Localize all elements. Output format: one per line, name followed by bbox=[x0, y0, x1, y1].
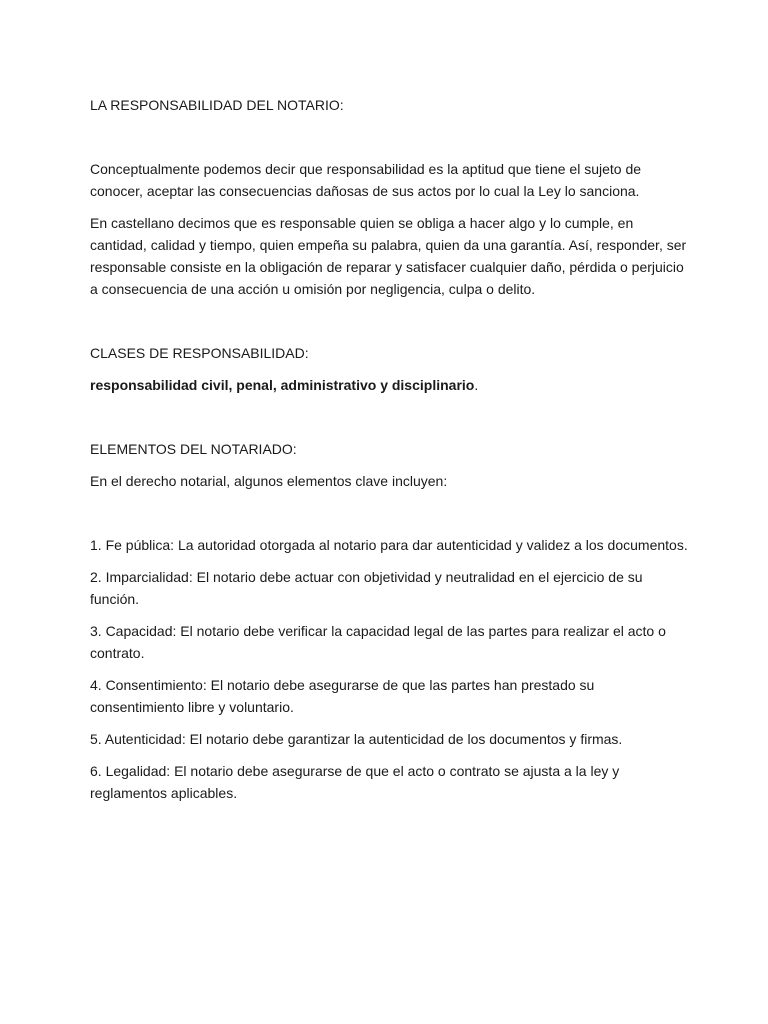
document-body bbox=[90, 94, 690, 814]
list-item: 4. Consentimiento: El notario debe asegurarse de que las partes han prestado su consentimiento libre y voluntario. bbox=[90, 677, 595, 715]
paragraph-concept: Conceptualmente podemos decir que responsabilidad es la aptitud que tiene el sujeto de conocer, aceptar las consecuencias dañosas de sus actos por lo cual la Ley lo sanciona. bbox=[90, 161, 642, 199]
classes-bold-text: responsabilidad civil, penal, administrativo y disciplinario bbox=[90, 377, 475, 393]
elements-heading: ELEMENTOS DEL NOTARIADO: bbox=[90, 441, 297, 457]
paragraph-castellano: En castellano decimos que es responsable quien se obliga a hacer algo y lo cumple, en cantidad, calidad y tiempo, quien empeña su palabra, quien da una garantía. Así, responder, ser responsable consiste en la obligación de reparar y satisfacer cualquier daño, pérdida o perjuicio a consecuencia de una acción u omisión por negligencia, culpa o delito. bbox=[90, 215, 687, 297]
list-item: 2. Imparcialidad: El notario debe actuar con objetividad y neutralidad en el ejercicio de su función. bbox=[90, 569, 643, 607]
elements-intro: En el derecho notarial, algunos elementos clave incluyen: bbox=[90, 473, 448, 489]
classes-suffix: . bbox=[474, 377, 479, 393]
classes-list bbox=[90, 374, 690, 396]
list-item: 5. Autenticidad: El notario debe garantizar la autenticidad de los documentos y firmas. bbox=[90, 731, 623, 747]
list-item: 1. Fe pública: La autoridad otorgada al notario para dar autenticidad y validez a los documentos. bbox=[90, 537, 688, 553]
document-title: LA RESPONSABILIDAD DEL NOTARIO: bbox=[90, 97, 344, 113]
list-item: 3. Capacidad: El notario debe verificar la capacidad legal de las partes para realizar el acto o contrato. bbox=[90, 623, 666, 661]
classes-heading: CLASES DE RESPONSABILIDAD: bbox=[90, 345, 309, 361]
list-item: 6. Legalidad: El notario debe asegurarse de que el acto o contrato se ajusta a la ley y reglamentos aplicables. bbox=[90, 763, 620, 801]
